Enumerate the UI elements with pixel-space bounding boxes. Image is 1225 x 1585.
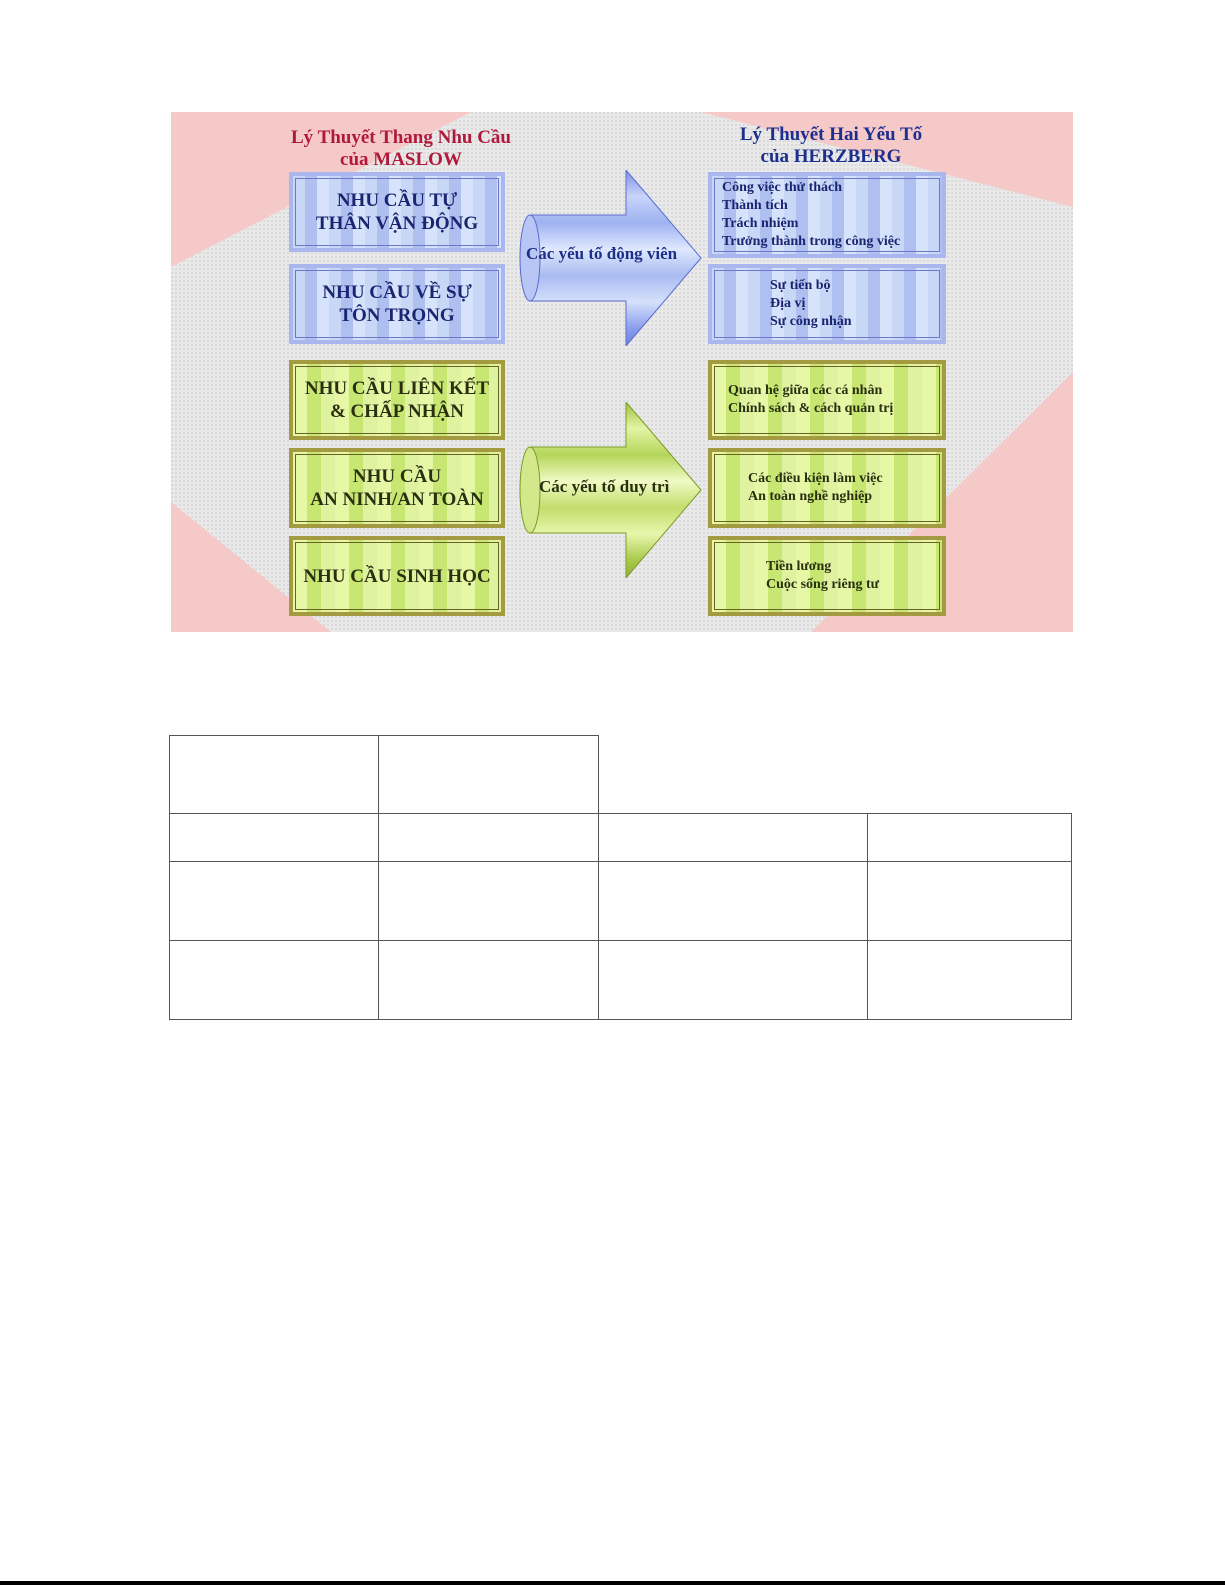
maslow-level-esteem bbox=[289, 264, 505, 344]
maslow-title bbox=[271, 127, 531, 171]
maslow-title-line-2: của MASLOW bbox=[340, 149, 462, 170]
maslow-level-self-actualization bbox=[289, 172, 505, 252]
motivator-item: Trưởng thành trong công việc bbox=[722, 234, 901, 249]
maslow-level-text: THÂN VẬN ĐỘNG bbox=[315, 213, 479, 234]
maslow-level-text: NHU CẦU LIÊN KẾT bbox=[304, 378, 490, 399]
motivator-item: Công việc thử thách bbox=[722, 180, 843, 195]
maslow-level-text: TÔN TRỌNG bbox=[339, 305, 455, 326]
motivator-item: Sự tiến bộ bbox=[770, 278, 831, 293]
hygiene-item: Các điều kiện làm việc bbox=[748, 471, 883, 486]
maslow-level-text: NHU CẦU bbox=[352, 466, 442, 487]
table-border bbox=[598, 735, 599, 1020]
hygiene-box-2 bbox=[708, 448, 946, 528]
maslow-herzberg-diagram bbox=[171, 112, 1073, 632]
maslow-level-physiological bbox=[289, 536, 505, 616]
hygiene-item: Quan hệ giữa các cá nhân bbox=[728, 383, 883, 398]
maslow-title-line-1: Lý Thuyết Thang Nhu Cầu bbox=[290, 127, 511, 148]
motivator-item: Địa vị bbox=[770, 296, 806, 311]
hygiene-label: Các yếu tố duy trì bbox=[539, 477, 670, 496]
herzberg-title bbox=[701, 124, 961, 168]
maslow-level-safety bbox=[289, 448, 505, 528]
hygiene-item: Cuộc sống riêng tư bbox=[766, 577, 880, 592]
herzberg-title-line-2: của HERZBERG bbox=[760, 146, 902, 167]
maslow-level-text: NHU CẦU TỰ bbox=[336, 190, 458, 211]
herzberg-title-line-1: Lý Thuyết Hai Yếu Tố bbox=[739, 124, 923, 145]
page-bottom-rule bbox=[0, 1581, 1225, 1585]
motivator-item: Trách nhiệm bbox=[722, 216, 799, 231]
table-border bbox=[867, 813, 868, 1020]
table-border bbox=[1071, 813, 1072, 1020]
maslow-level-text: AN NINH/AN TOÀN bbox=[310, 489, 484, 510]
maslow-level-text: NHU CẦU VỀ SỰ bbox=[322, 282, 472, 303]
maslow-level-text: NHU CẦU SINH HỌC bbox=[303, 565, 491, 587]
table-border bbox=[169, 735, 599, 736]
hygiene-item: Chính sách & cách quản trị bbox=[728, 401, 894, 416]
table-border bbox=[169, 735, 170, 1020]
table-border bbox=[169, 940, 1072, 941]
motivator-box-2 bbox=[708, 264, 946, 344]
motivators-label: Các yếu tố động viên bbox=[526, 244, 678, 263]
motivator-item: Sự công nhận bbox=[770, 314, 852, 329]
maslow-level-belonging bbox=[289, 360, 505, 440]
hygiene-item: An toàn nghề nghiệp bbox=[748, 489, 873, 504]
table-border bbox=[378, 735, 379, 1020]
hygiene-box-1 bbox=[708, 360, 946, 440]
table-border bbox=[169, 813, 1072, 814]
motivator-item: Thành tích bbox=[722, 198, 788, 213]
hygiene-item: Tiền lương bbox=[766, 559, 832, 574]
table-border bbox=[169, 861, 1072, 862]
motivator-box-1 bbox=[708, 172, 946, 258]
maslow-level-text: & CHẤP NHẬN bbox=[329, 401, 465, 422]
table-border bbox=[169, 1019, 1072, 1020]
hygiene-box-3 bbox=[708, 536, 946, 616]
